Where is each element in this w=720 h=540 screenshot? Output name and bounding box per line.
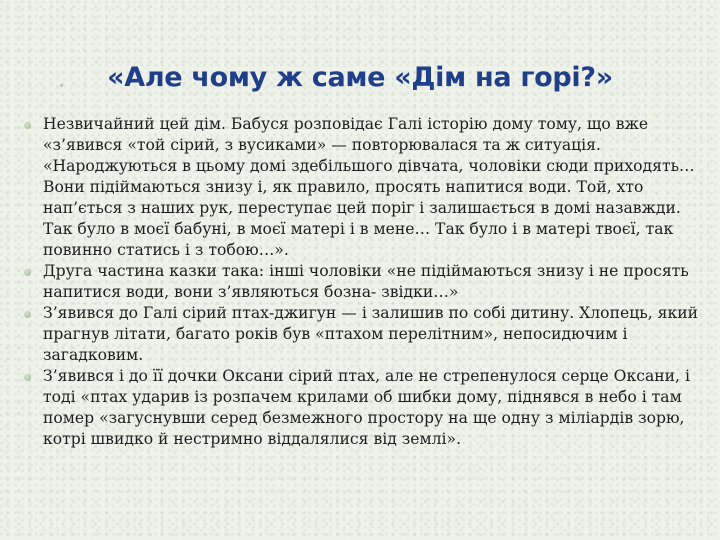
paragraph-text: З’явився і до її дочки Оксани сірий птах, але не стрепенулося серце Оксани, і тоді «птах ударив із розпачем крилами об шибки дому, піднявся в небо і там помер «загуснувши серед безмежного простору на ще одну з міліардів зорю, котрі швидко й нестримно віддалялися від землі».: [43, 367, 690, 448]
paragraph-text: Друга частина казки така: інші чоловіки «не підіймаються знизу і не просять напитися води, вони з’являються бозна- звідки…»: [43, 262, 689, 301]
paragraph-2: [0, 261, 720, 303]
paragraph-1: [0, 114, 720, 261]
slide-title: «Але чому ж саме «Дім на горі?»: [107, 62, 613, 93]
paragraph-text: З’явився до Галі сірий птах-джигун — і залишив по собі дитину. Хлопець, який прагнув літати, багато років був «птахом перелітним», непосидючим і загадковим.: [43, 304, 698, 364]
paragraph-3: [0, 303, 720, 366]
paragraph-4: [0, 366, 720, 450]
bullet-icon: [24, 122, 31, 129]
paragraph-text: Незвичайний цей дім. Бабуся розповідає Галі історію дому тому, що вже «з’явився «той сірий, з вусиками» — повторювалася та ж ситуація. «Народжуються в цьому домі здебільшого дівчата, чоловіки сюди приходять… Вони підіймаються знизу і, як правило, просять напитися води. Той, хто нап’ється з наших рук, переступає цей поріг і залишається в домі назавжди. Так було в моєї бабуні, в моєї матері і в мене… Так було і в матері твоєї, так повинно статись і з тобою…».: [43, 115, 695, 259]
slide-body: [0, 114, 720, 450]
bullet-icon: [24, 269, 31, 276]
bullet-icon: [24, 374, 31, 381]
bullet-icon: [24, 311, 31, 318]
